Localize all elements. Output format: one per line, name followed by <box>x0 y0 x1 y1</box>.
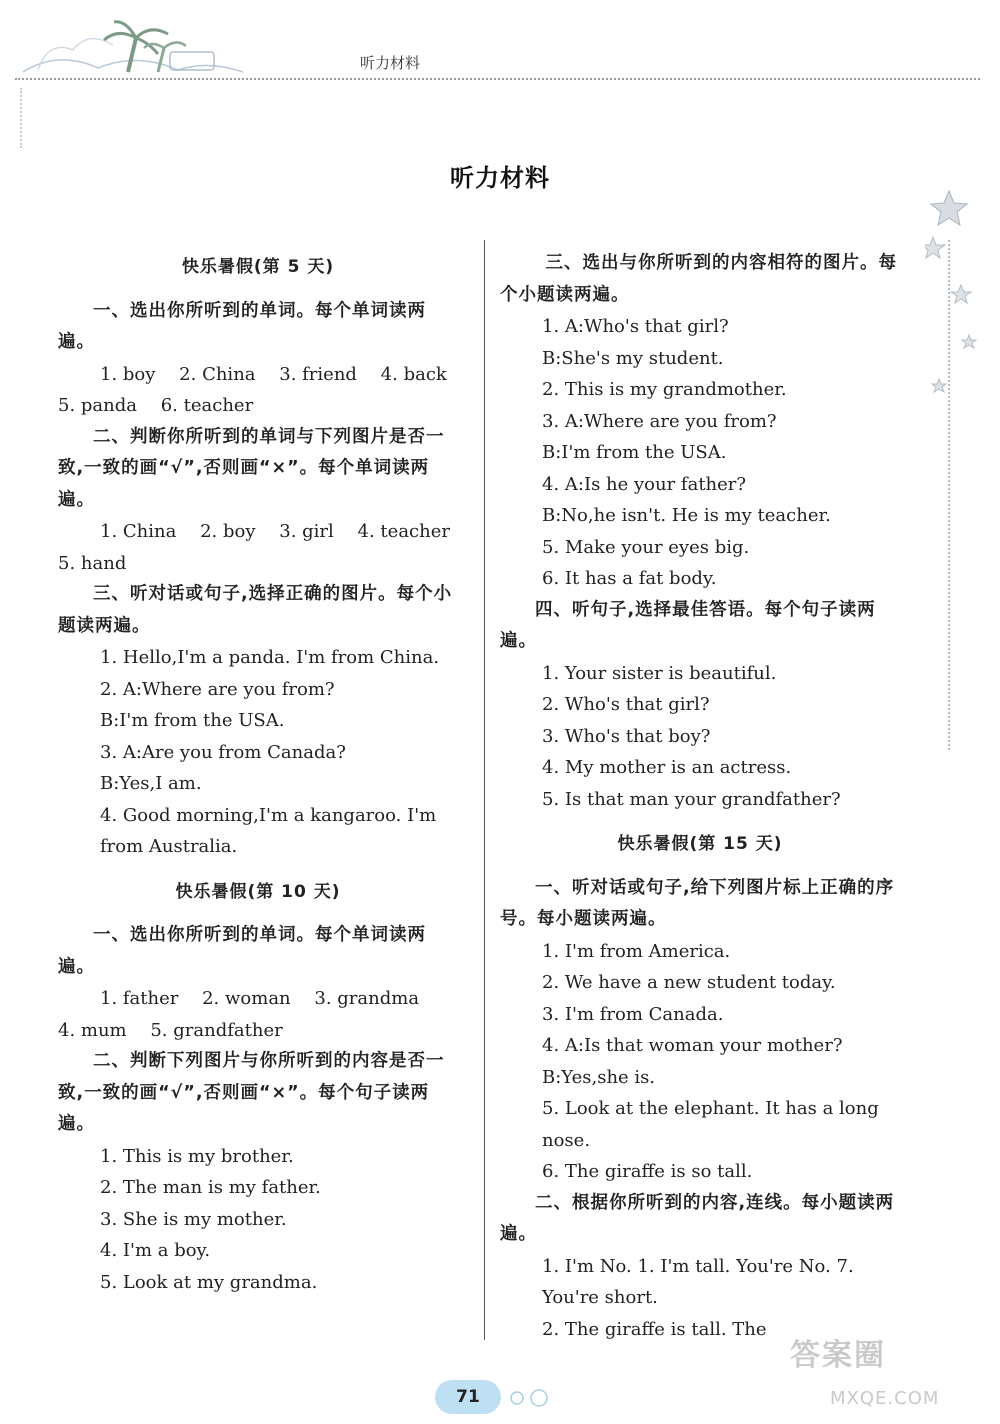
question-heading: 一、听对话或句子,给下列图片标上正确的序号。每小题读两遍。 <box>500 877 895 929</box>
sentence-item: 2. Who's that girl? <box>542 694 710 715</box>
section-heading-day10: 快乐暑假(第 10 天) <box>175 881 341 902</box>
side-divider <box>20 88 22 148</box>
word-item: 1. China <box>100 521 177 542</box>
word-item: 5. hand <box>58 552 127 574</box>
sentence-item: 1. Hello,I'm a panda. I'm from China. <box>100 647 440 668</box>
header-divider <box>15 78 980 80</box>
sentence-item: 1. This is my brother. <box>100 1145 294 1167</box>
word-item: 1. father <box>100 988 179 1009</box>
sentence-item: 1. Your sister is beautiful. <box>542 662 777 684</box>
sentence-item: 1. I'm from America. <box>542 940 731 962</box>
palm-tree-logo-icon <box>18 10 248 80</box>
sentence-item: 2. We have a new student today. <box>542 972 836 993</box>
sentence-item: 2. The man is my father. <box>100 1177 321 1198</box>
question-heading: 二、判断下列图片与你所听到的内容是否一致,一致的画“√”,否则画“×”。每个句子读两遍。 <box>58 1051 445 1134</box>
sentence-item: 5. Look at the elephant. It has a long nose. <box>542 1098 879 1151</box>
sentence-item: 5. Is that man your grandfather? <box>542 788 841 810</box>
sentence-item: 1. A:Who's that girl? <box>542 316 729 337</box>
sentence-item: 4. A:Is he your father? <box>542 473 747 495</box>
sentence-item: 3. I'm from Canada. <box>542 1003 724 1025</box>
word-row <box>58 548 458 580</box>
page-number: 71 <box>435 1380 501 1414</box>
sentence-item: 5. Make your eyes big. <box>542 536 750 558</box>
word-item: 3. girl <box>279 521 334 542</box>
word-item: 6. teacher <box>160 395 254 416</box>
column-divider <box>484 240 485 1340</box>
left-column <box>58 248 458 1298</box>
word-item: 5. grandfather <box>150 1019 283 1041</box>
word-row <box>100 516 458 548</box>
sentence-item: 2. This is my grandmother. <box>542 379 787 400</box>
word-row <box>58 390 458 422</box>
word-item: 4. mum <box>58 1019 127 1041</box>
margin-divider <box>948 240 950 750</box>
word-row <box>100 359 458 391</box>
sentence-item: B:Yes,I am. <box>100 773 202 794</box>
star-decoration-icon <box>925 185 985 405</box>
sentence-item: B:I'm from the USA. <box>100 710 285 731</box>
sentence-item: 2. The giraffe is tall. The <box>542 1318 767 1340</box>
sentence-item: 4. My mother is an actress. <box>542 757 792 778</box>
question-heading: 三、选出与你所听到的内容相符的图片。每个小题读两遍。 <box>500 253 897 305</box>
sentence-item: 6. The giraffe is so tall. <box>542 1161 753 1182</box>
word-item: 3. grandma <box>314 988 420 1009</box>
watermark-url: MXQE.COM <box>830 1388 940 1409</box>
word-item: 2. China <box>179 363 256 385</box>
sentence-item: 4. I'm a boy. <box>100 1240 211 1261</box>
section-heading-day5: 快乐暑假(第 5 天) <box>181 257 335 277</box>
watermark-logo: 答案圈 <box>790 1338 886 1373</box>
sentence-item: 3. Who's that boy? <box>542 725 711 747</box>
page-title: 听力材料 <box>450 164 550 192</box>
sentence-item: 5. Look at my grandma. <box>100 1271 318 1293</box>
sentence-item: B:Yes,she is. <box>542 1066 656 1088</box>
sentence-item: 3. A:Where are you from? <box>542 410 777 432</box>
sentence-item: B:She's my student. <box>542 347 724 369</box>
right-column <box>500 248 900 1345</box>
word-item: 3. friend <box>279 363 357 385</box>
sentence-item: 6. It has a fat body. <box>542 568 717 589</box>
circle-dots-icon <box>509 1388 559 1408</box>
sentence-item: B:I'm from the USA. <box>542 442 727 463</box>
word-row <box>58 1015 458 1047</box>
word-item: 1. boy <box>100 363 156 385</box>
sentence-item: 4. Good morning,I'm a kangaroo. I'm from Australia. <box>100 804 437 857</box>
header-title: 听力材料 <box>360 54 421 72</box>
page-number-badge <box>435 1380 565 1420</box>
question-heading: 二、根据你所听到的内容,连线。每小题读两遍。 <box>500 1192 895 1244</box>
word-row <box>100 983 458 1015</box>
word-item: 2. boy <box>200 521 256 542</box>
question-heading: 二、判断你所听到的单词与下列图片是否一致,一致的画“√”,否则画“×”。每个单词读两遍。 <box>58 426 445 510</box>
question-heading: 一、选出你所听到的单词。每个单词读两遍。 <box>58 300 426 352</box>
sentence-item: 4. A:Is that woman your mother? <box>542 1035 843 1056</box>
page-header <box>0 0 1000 100</box>
word-item: 4. back <box>380 363 447 385</box>
word-item: 5. panda <box>58 395 137 416</box>
sentence-item: B:No,he isn't. He is my teacher. <box>542 505 831 526</box>
question-heading: 三、听对话或句子,选择正确的图片。每个小题读两遍。 <box>58 584 453 636</box>
word-item: 4. teacher <box>357 521 450 542</box>
question-heading: 四、听句子,选择最佳答语。每个句子读两遍。 <box>500 599 876 651</box>
sentence-item: 3. A:Are you from Canada? <box>100 741 346 763</box>
sentence-item: 3. She is my mother. <box>100 1208 287 1230</box>
sentence-item: 1. I'm No. 1. I'm tall. You're No. 7. You're short. <box>542 1255 854 1308</box>
question-heading: 一、选出你所听到的单词。每个单词读两遍。 <box>58 925 426 977</box>
sentence-item: 2. A:Where are you from? <box>100 678 335 700</box>
word-item: 2. woman <box>202 988 291 1009</box>
section-heading-day15: 快乐暑假(第 15 天) <box>617 834 783 854</box>
